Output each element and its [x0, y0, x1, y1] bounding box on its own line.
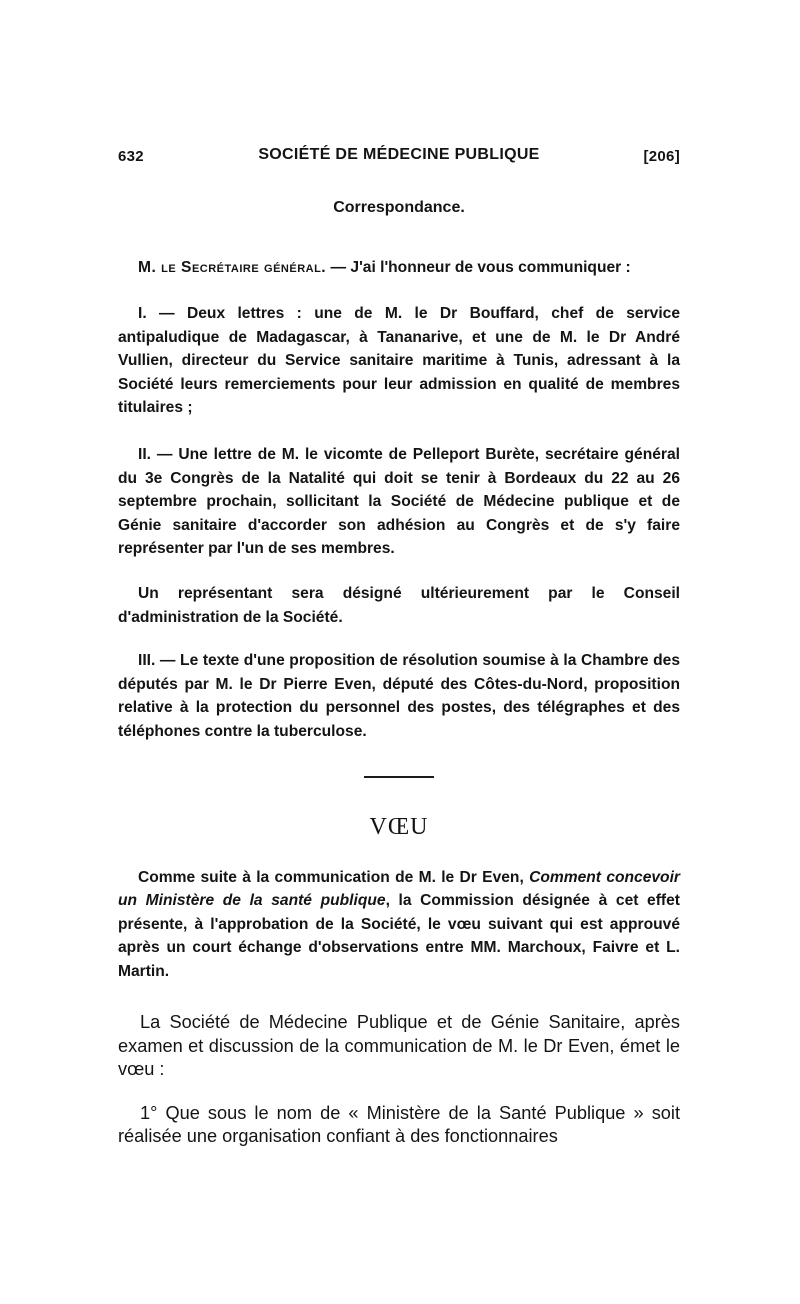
item-two: II. — Une lettre de M. le vicomte de Pelleport Burète, secrétaire général du 3e Congrès de la Natalité qui doit se tenir à Bordeaux du 22 au 26 septembre prochain, sollicitant la Société de Médecine publique et de Génie sanitaire d'accorder son adhésion au Congrès et de s'y faire représenter par l'un de ses membres.: [118, 446, 680, 558]
resolution-point-one: 1° Que sous le nom de « Ministère de la Santé Publique » soit réalisée une organisation confiant à des fonctionnaires: [118, 1102, 680, 1147]
speaker: M. le Secrétaire général.: [138, 259, 327, 276]
section-divider: [364, 776, 434, 778]
document-page: [118, 140, 680, 1149]
item-three: III. — Le texte d'une proposition de résolution soumise à la Chambre des députés par M. le Dr Pierre Even, député des Côtes-du-Nord, proposition relative à la protection du personnel des postes, des télégraphes et des téléphones contre la tuberculose.: [118, 652, 680, 740]
resolution-paragraph: La Société de Médecine Publique et de Génie Sanitaire, après examen et discussion de la communication de M. le Dr Even, émet le vœu :: [118, 1011, 680, 1080]
voeu-intro-title: Comment concevoir un Ministère de la santé publique: [118, 868, 680, 910]
running-header: [118, 140, 680, 174]
note-paragraph: Un représentant sera désigné ultérieurement par le Conseil d'administration de la Société.: [118, 585, 680, 626]
section-title: Correspondance.: [333, 199, 465, 216]
running-title: SOCIÉTÉ DE MÉDECINE PUBLIQUE: [258, 146, 540, 163]
voeu-intro-start: Comme suite à la communication de M. le Dr Even,: [138, 868, 530, 886]
voeu-intro-end: , la Commission désignée à cet effet présente, à l'approbation de la Société, le vœu suivant qui est approuvé après un court échange d'observations entre MM. Marchoux, Faivre et L. Martin.: [118, 892, 680, 980]
page-number: 632: [118, 148, 144, 165]
page-reference: [206]: [643, 148, 680, 165]
voeu-title: VŒU: [369, 813, 429, 840]
voeu-intro: [118, 866, 680, 983]
intro-paragraph: [118, 256, 680, 279]
intro-text: — J'ai l'honneur de vous communiquer :: [326, 259, 631, 276]
item-one: I. — Deux lettres : une de M. le Dr Bouffard, chef de service antipaludique de Madagascar, à Tananarive, et une de M. le Dr André Vullien, directeur du Service sanitaire maritime à Tunis, adressant à la Société leurs remerciements pour leur admission en qualité de membres titulaires ;: [118, 305, 680, 417]
